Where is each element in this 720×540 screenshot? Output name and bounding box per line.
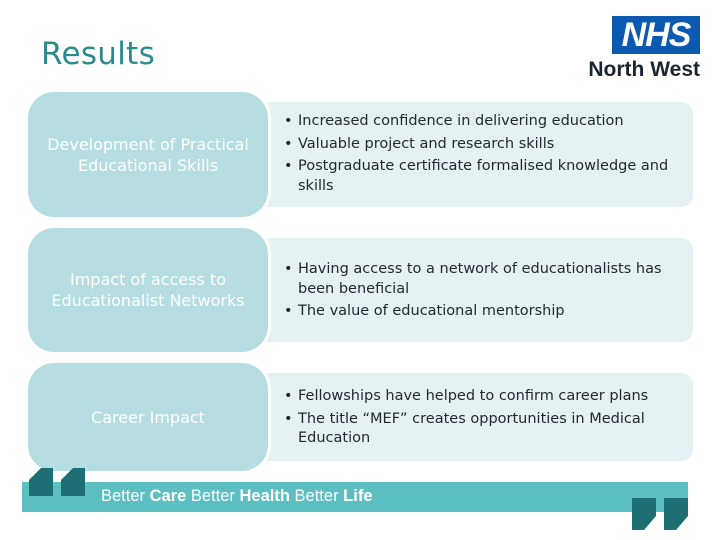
nhs-logo	[570, 16, 704, 82]
bullet-item: • Increased confidence in delivering education	[284, 112, 673, 132]
tagline-part: Health	[239, 487, 290, 505]
bullet-item: • Postgraduate certificate formalised knowledge and skills	[284, 157, 673, 196]
nhs-logo-box	[612, 16, 700, 54]
results-row	[28, 228, 693, 352]
nhs-region-name: North West	[588, 58, 700, 81]
slide-title: Results	[41, 36, 156, 72]
nhs-logo-text: NHS	[621, 15, 691, 54]
open-quote-icon	[27, 466, 89, 498]
tagline-part: Life	[343, 487, 373, 505]
tagline-part: Better	[289, 487, 344, 505]
row-label: Career Impact	[28, 363, 268, 471]
close-quote-icon	[630, 496, 692, 532]
bullet-item: • The title “MEF” creates opportunities in Medical Education	[284, 410, 673, 449]
row-label: Impact of access to Educationalist Networks	[28, 228, 268, 352]
bullet-list	[284, 387, 673, 452]
results-row	[28, 363, 693, 471]
footer-tagline	[101, 487, 373, 506]
bullet-item: • Valuable project and research skills	[284, 135, 673, 155]
bullet-item: • Having access to a network of educationalists has been beneficial	[284, 260, 673, 299]
bullet-item: • The value of educational mentorship	[284, 302, 673, 322]
bullet-item: • Fellowships have helped to confirm career plans	[284, 387, 673, 407]
tagline-part: Better	[186, 487, 240, 505]
row-label: Development of Practical Educational Skills	[28, 92, 268, 217]
results-row	[28, 92, 693, 217]
bullet-list	[284, 112, 673, 199]
tagline-part: Better	[101, 487, 150, 505]
tagline-part: Care	[149, 487, 187, 505]
bullet-list	[284, 260, 673, 325]
